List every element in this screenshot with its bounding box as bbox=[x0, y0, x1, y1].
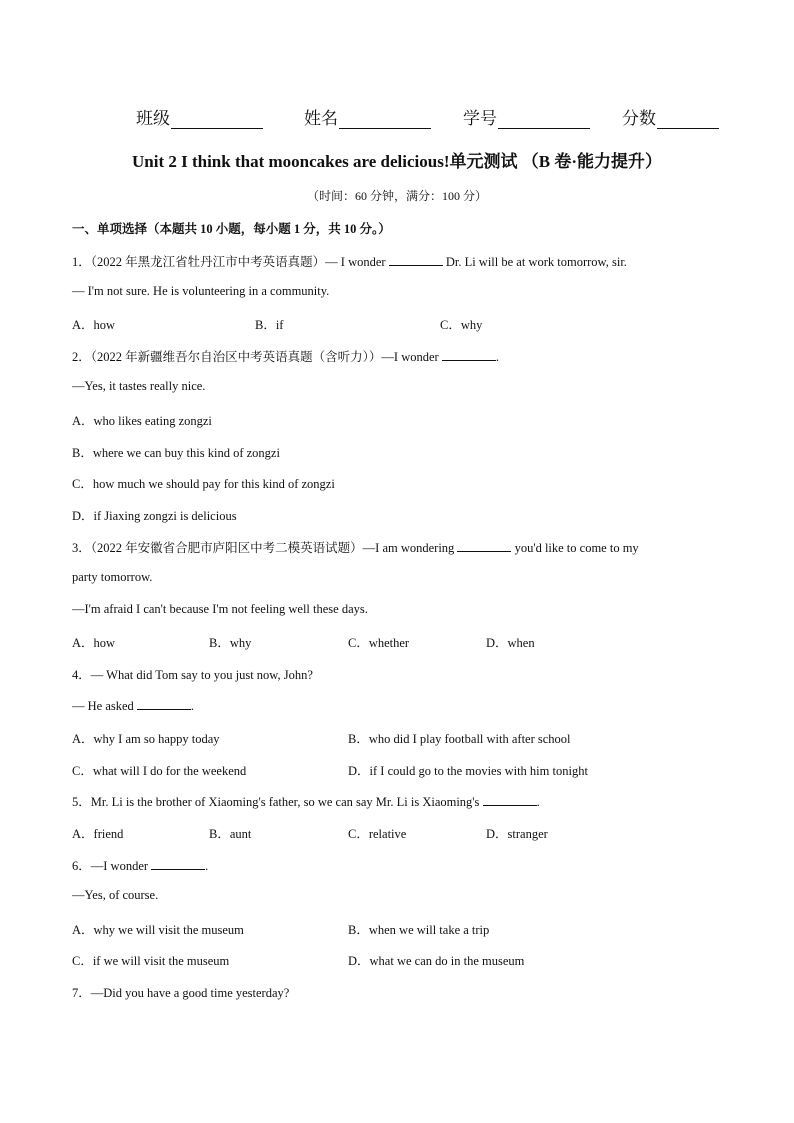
question-3-stem-cont: party tomorrow. bbox=[72, 570, 153, 584]
option-5b[interactable]: B．aunt bbox=[209, 827, 252, 841]
question-number: 2． bbox=[72, 350, 91, 364]
question-stem-end: you'd like to come to my bbox=[511, 541, 639, 555]
section-heading: 一、单项选择（本题共 10 小题，每小题 1 分，共 10 分。） bbox=[72, 222, 391, 236]
answer-blank[interactable] bbox=[389, 253, 443, 266]
option-6b[interactable]: B．when we will take a trip bbox=[348, 923, 490, 937]
question-3 bbox=[72, 538, 639, 556]
score-label: 分数 bbox=[622, 109, 656, 128]
option-5a[interactable]: A．friend bbox=[72, 827, 124, 841]
class-blank[interactable] bbox=[171, 108, 263, 129]
question-stem-end: Dr. Li will be at work tomorrow, sir. bbox=[442, 255, 627, 269]
question-6-reply: —Yes, of course. bbox=[72, 888, 159, 902]
answer-blank[interactable] bbox=[442, 348, 496, 361]
option-2b[interactable]: B．where we can buy this kind of zongzi bbox=[72, 446, 280, 460]
option-5c[interactable]: C．relative bbox=[348, 827, 407, 841]
question-number: 1． bbox=[72, 255, 91, 269]
option-2a[interactable]: A．who likes eating zongzi bbox=[72, 414, 212, 428]
page-title: Unit 2 I think that mooncakes are delicious!单元测试 （B 卷·能力提升） bbox=[131, 152, 663, 171]
answer-blank[interactable] bbox=[457, 539, 511, 552]
option-4d[interactable]: D．if I could go to the movies with him tonight bbox=[348, 764, 588, 778]
score-field[interactable] bbox=[622, 104, 719, 129]
question-stem-end: . bbox=[205, 859, 209, 873]
option-3d[interactable]: D．when bbox=[486, 636, 535, 650]
option-3b[interactable]: B．why bbox=[209, 636, 252, 650]
student-id-field[interactable] bbox=[463, 104, 590, 129]
class-field[interactable] bbox=[136, 104, 263, 129]
question-stem-end: . bbox=[495, 350, 499, 364]
question-5 bbox=[72, 792, 540, 810]
question-number: 3． bbox=[72, 541, 91, 555]
question-number: 6． bbox=[72, 859, 91, 873]
option-1c[interactable]: C．why bbox=[440, 318, 483, 332]
question-source: （2022 年新疆维吾尔自治区中考英语真题（含听力）） bbox=[90, 350, 382, 364]
question-6 bbox=[72, 856, 208, 874]
option-6d[interactable]: D．what we can do in the museum bbox=[348, 954, 525, 968]
name-label: 姓名 bbox=[304, 109, 338, 128]
question-number: 7． bbox=[72, 986, 91, 1000]
answer-blank[interactable] bbox=[151, 857, 205, 870]
question-stem: Mr. Li is the brother of Xiaoming's father, so we can say Mr. Li is Xiaoming's bbox=[90, 795, 483, 809]
question-stem: —I am wondering bbox=[362, 541, 458, 555]
answer-blank[interactable] bbox=[137, 697, 191, 710]
question-source: （2022 年安徽省合肥市庐阳区中考二模英语试题） bbox=[90, 541, 363, 555]
option-4a[interactable]: A．why I am so happy today bbox=[72, 732, 220, 746]
name-blank[interactable] bbox=[339, 108, 431, 129]
class-label: 班级 bbox=[136, 109, 170, 128]
question-3-reply: —I'm afraid I can't because I'm not feeling well these days. bbox=[72, 602, 368, 616]
question-2-reply: —Yes, it tastes really nice. bbox=[72, 379, 206, 393]
question-number: 5． bbox=[72, 795, 91, 809]
question-source: （2022 年黑龙江省牡丹江市中考英语真题） bbox=[90, 255, 326, 269]
option-2d[interactable]: D．if Jiaxing zongzi is delicious bbox=[72, 509, 237, 523]
question-7 bbox=[72, 983, 289, 1001]
student-info-header bbox=[0, 104, 794, 130]
question-stem-end: . bbox=[536, 795, 540, 809]
answer-blank[interactable] bbox=[483, 793, 537, 806]
option-3a[interactable]: A．how bbox=[72, 636, 116, 650]
option-5d[interactable]: D．stranger bbox=[486, 827, 548, 841]
option-4b[interactable]: B．who did I play football with after school bbox=[348, 732, 571, 746]
question-number: 4． bbox=[72, 668, 91, 682]
question-4 bbox=[72, 665, 313, 683]
option-6a[interactable]: A．why we will visit the museum bbox=[72, 923, 244, 937]
question-2 bbox=[72, 347, 499, 365]
reply-text: — He asked bbox=[72, 699, 137, 713]
option-1b[interactable]: B．if bbox=[255, 318, 284, 332]
question-1 bbox=[72, 252, 627, 270]
question-stem: —Did you have a good time yesterday? bbox=[90, 986, 290, 1000]
option-2c[interactable]: C．how much we should pay for this kind of zongzi bbox=[72, 477, 335, 491]
score-blank[interactable] bbox=[657, 108, 719, 129]
name-field[interactable] bbox=[304, 104, 431, 129]
question-4-reply bbox=[72, 697, 194, 714]
option-3c[interactable]: C．whether bbox=[348, 636, 410, 650]
student-id-label: 学号 bbox=[463, 109, 497, 128]
page-subtitle: （时间：60 分钟，满分：100 分） bbox=[306, 189, 487, 203]
option-4c[interactable]: C．what will I do for the weekend bbox=[72, 764, 247, 778]
question-stem: — I wonder bbox=[325, 255, 389, 269]
reply-end: . bbox=[190, 699, 195, 713]
question-stem: —I wonder bbox=[90, 859, 152, 873]
question-stem: — What did Tom say to you just now, John? bbox=[90, 668, 313, 682]
question-stem: —I wonder bbox=[381, 350, 442, 364]
question-1-reply: — I'm not sure. He is volunteering in a community. bbox=[72, 284, 330, 298]
student-id-blank[interactable] bbox=[498, 108, 590, 129]
option-6c[interactable]: C．if we will visit the museum bbox=[72, 954, 230, 968]
option-1a[interactable]: A．how bbox=[72, 318, 116, 332]
